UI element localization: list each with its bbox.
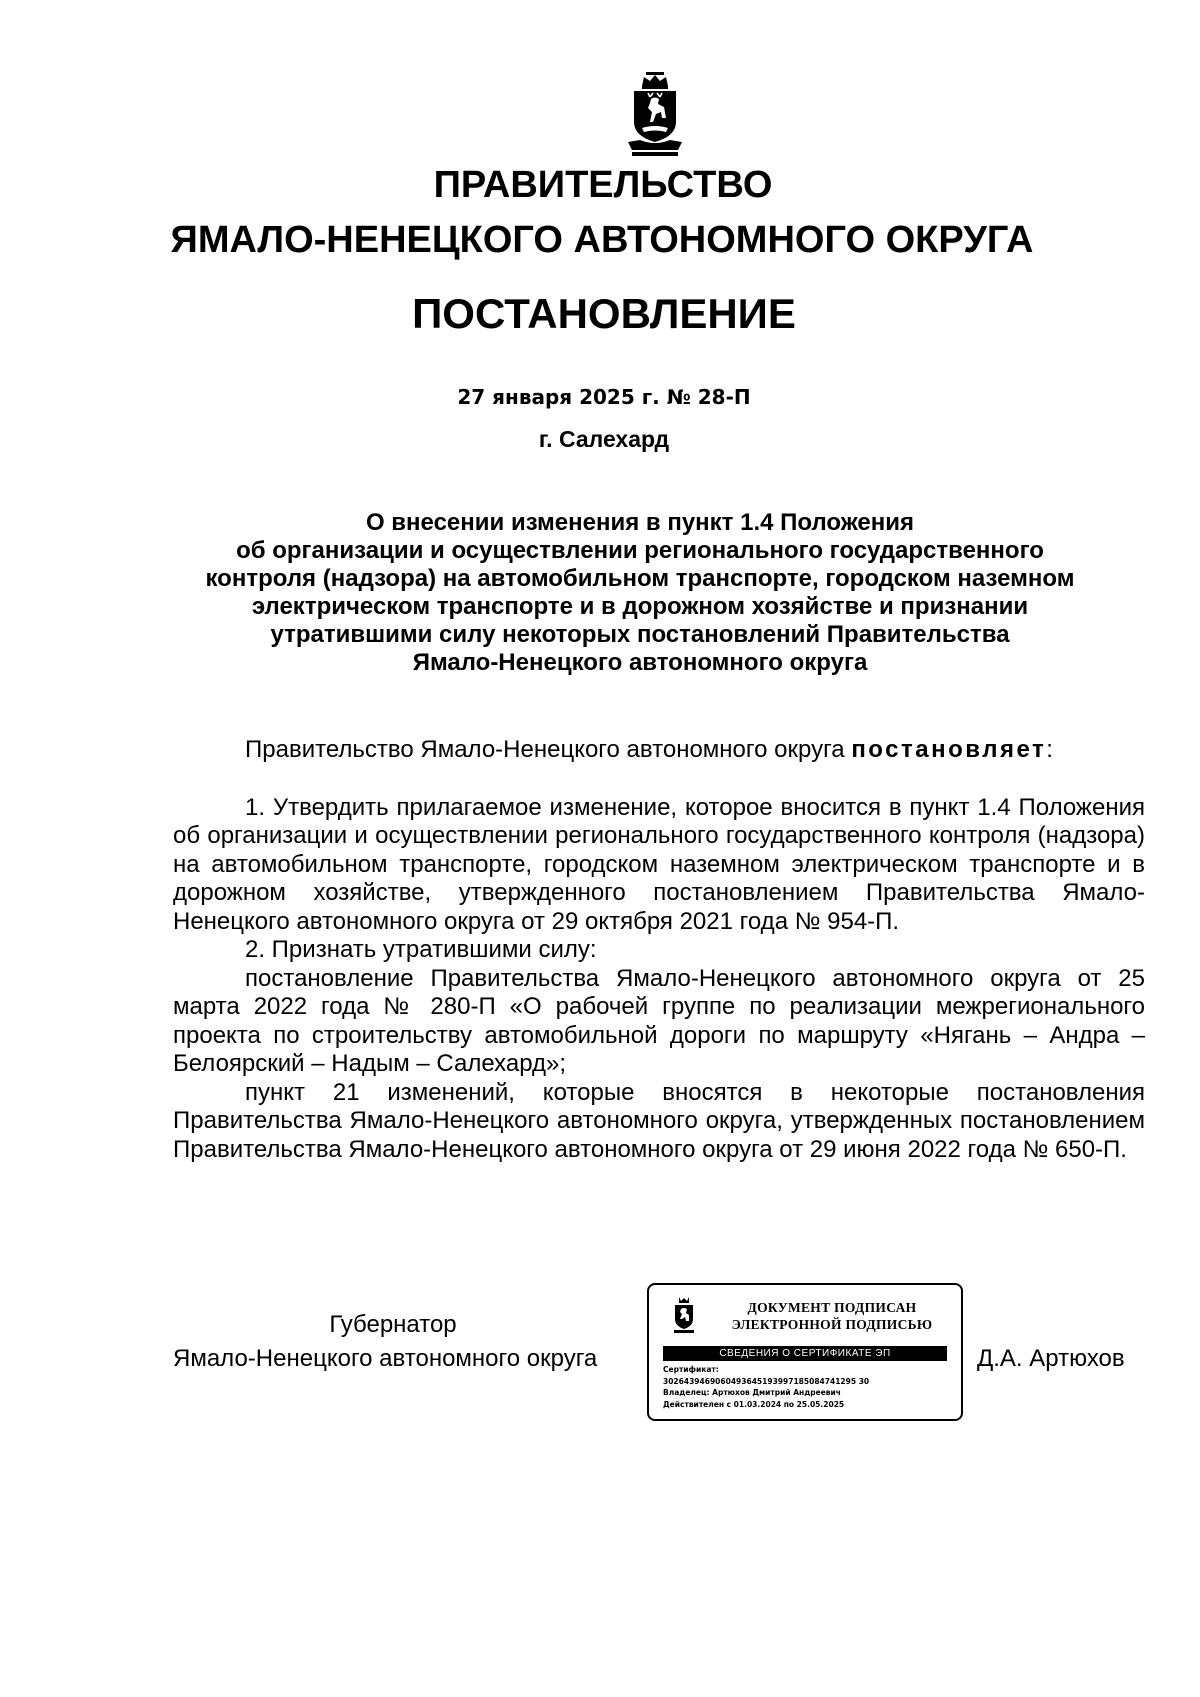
preamble xyxy=(173,736,1145,765)
paragraph-4: пункт 21 изменений, которые вносятся в некоторые постановления Правительства Ямало-Ненецкого автономного округа, утвержденных постановлением Правительства Ямало-Ненецкого автономного округа от 29 июня 2022 года № 650-П. xyxy=(173,1078,1145,1163)
stamp-cert-label: Сертификат: xyxy=(663,1365,719,1374)
subject-line: контроля (надзора) на автомобильном транспорте, городском наземном xyxy=(205,565,1075,592)
signatory-name: Д.А. Артюхов xyxy=(977,1345,1125,1372)
subject-line: утратившими силу некоторых постановлений Правительства xyxy=(270,621,1010,648)
subject-line: об организации и осуществлении регионального государственного xyxy=(236,537,1044,564)
gov-title-line1: ПРАВИТЕЛЬСТВО xyxy=(433,164,773,206)
stamp-certificate-info xyxy=(663,1364,953,1410)
stamp-title xyxy=(707,1299,957,1333)
coat-of-arms-icon xyxy=(620,70,690,158)
subject-line: электрическом транспорте и в дорожном хозяйстве и признании xyxy=(251,593,1029,620)
government-title xyxy=(0,158,1200,268)
paragraph-1: 1. Утвердить прилагаемое изменение, которое вносится в пункт 1.4 Положения об организации и осуществлении регионального государственного контроля (надзора) на автомобильном транспорте, городском наземном электрическом транспорте и в дорожном хозяйстве, утвержденного постановлением Правительства Ямало-Ненецкого автономного округа от 29 октября 2021 года № 954-П. xyxy=(173,793,1145,935)
document-type: ПОСТАНОВЛЕНИЕ xyxy=(412,290,796,337)
signatory-position-line2: Ямало-Ненецкого автономного округа xyxy=(173,1345,598,1372)
stamp-owner: Владелец: Артюхов Дмитрий Андреевич xyxy=(663,1388,841,1397)
subject-line: О внесении изменения в пункт 1.4 Положения xyxy=(365,509,915,536)
preamble-resolves: постановляет xyxy=(851,736,1047,763)
electronic-signature-stamp xyxy=(647,1283,963,1421)
document-subject xyxy=(160,509,1120,677)
subject-line: Ямало-Ненецкого автономного округа xyxy=(412,649,868,676)
stamp-cert-value: 3026439469060493645193997185084741295 30 xyxy=(663,1376,870,1386)
stamp-validity: Действителен с 01.03.2024 по 25.05.2025 xyxy=(663,1399,845,1409)
document-body xyxy=(173,736,1145,1164)
preamble-text: Правительство Ямало-Ненецкого автономного округа xyxy=(245,736,852,763)
paragraph-3: постановление Правительства Ямало-Ненецкого автономного округа от 25 марта 2022 года № 280-П «О рабочей группе по реализации межрегионального проекта по строительству автомобильной дороги по маршруту «Нягань – Андра – Белоярский – Надым – Салехард»; xyxy=(173,964,1145,1077)
paragraph-2: 2. Признать утратившими силу: xyxy=(245,936,597,963)
document-place: г. Салехард xyxy=(538,426,670,452)
document-date-number: 27 января 2025 г. № 28-П xyxy=(457,385,751,409)
stamp-emblem-icon xyxy=(671,1295,697,1335)
gov-title-line2: ЯМАЛО-НЕНЕЦКОГО АВТОНОМНОГО ОКРУГА xyxy=(170,219,1034,261)
preamble-end: : xyxy=(1046,736,1053,763)
signatory-position xyxy=(173,1308,643,1376)
stamp-certificate-bar: СВЕДЕНИЯ О СЕРТИФИКАТЕ ЭП xyxy=(663,1346,947,1361)
signatory-position-line1: Губернатор xyxy=(329,1311,457,1338)
stamp-title-line2: ЭЛЕКТРОННОЙ ПОДПИСЬЮ xyxy=(731,1317,933,1332)
stamp-title-line1: ДОКУМЕНТ ПОДПИСАН xyxy=(747,1300,917,1315)
